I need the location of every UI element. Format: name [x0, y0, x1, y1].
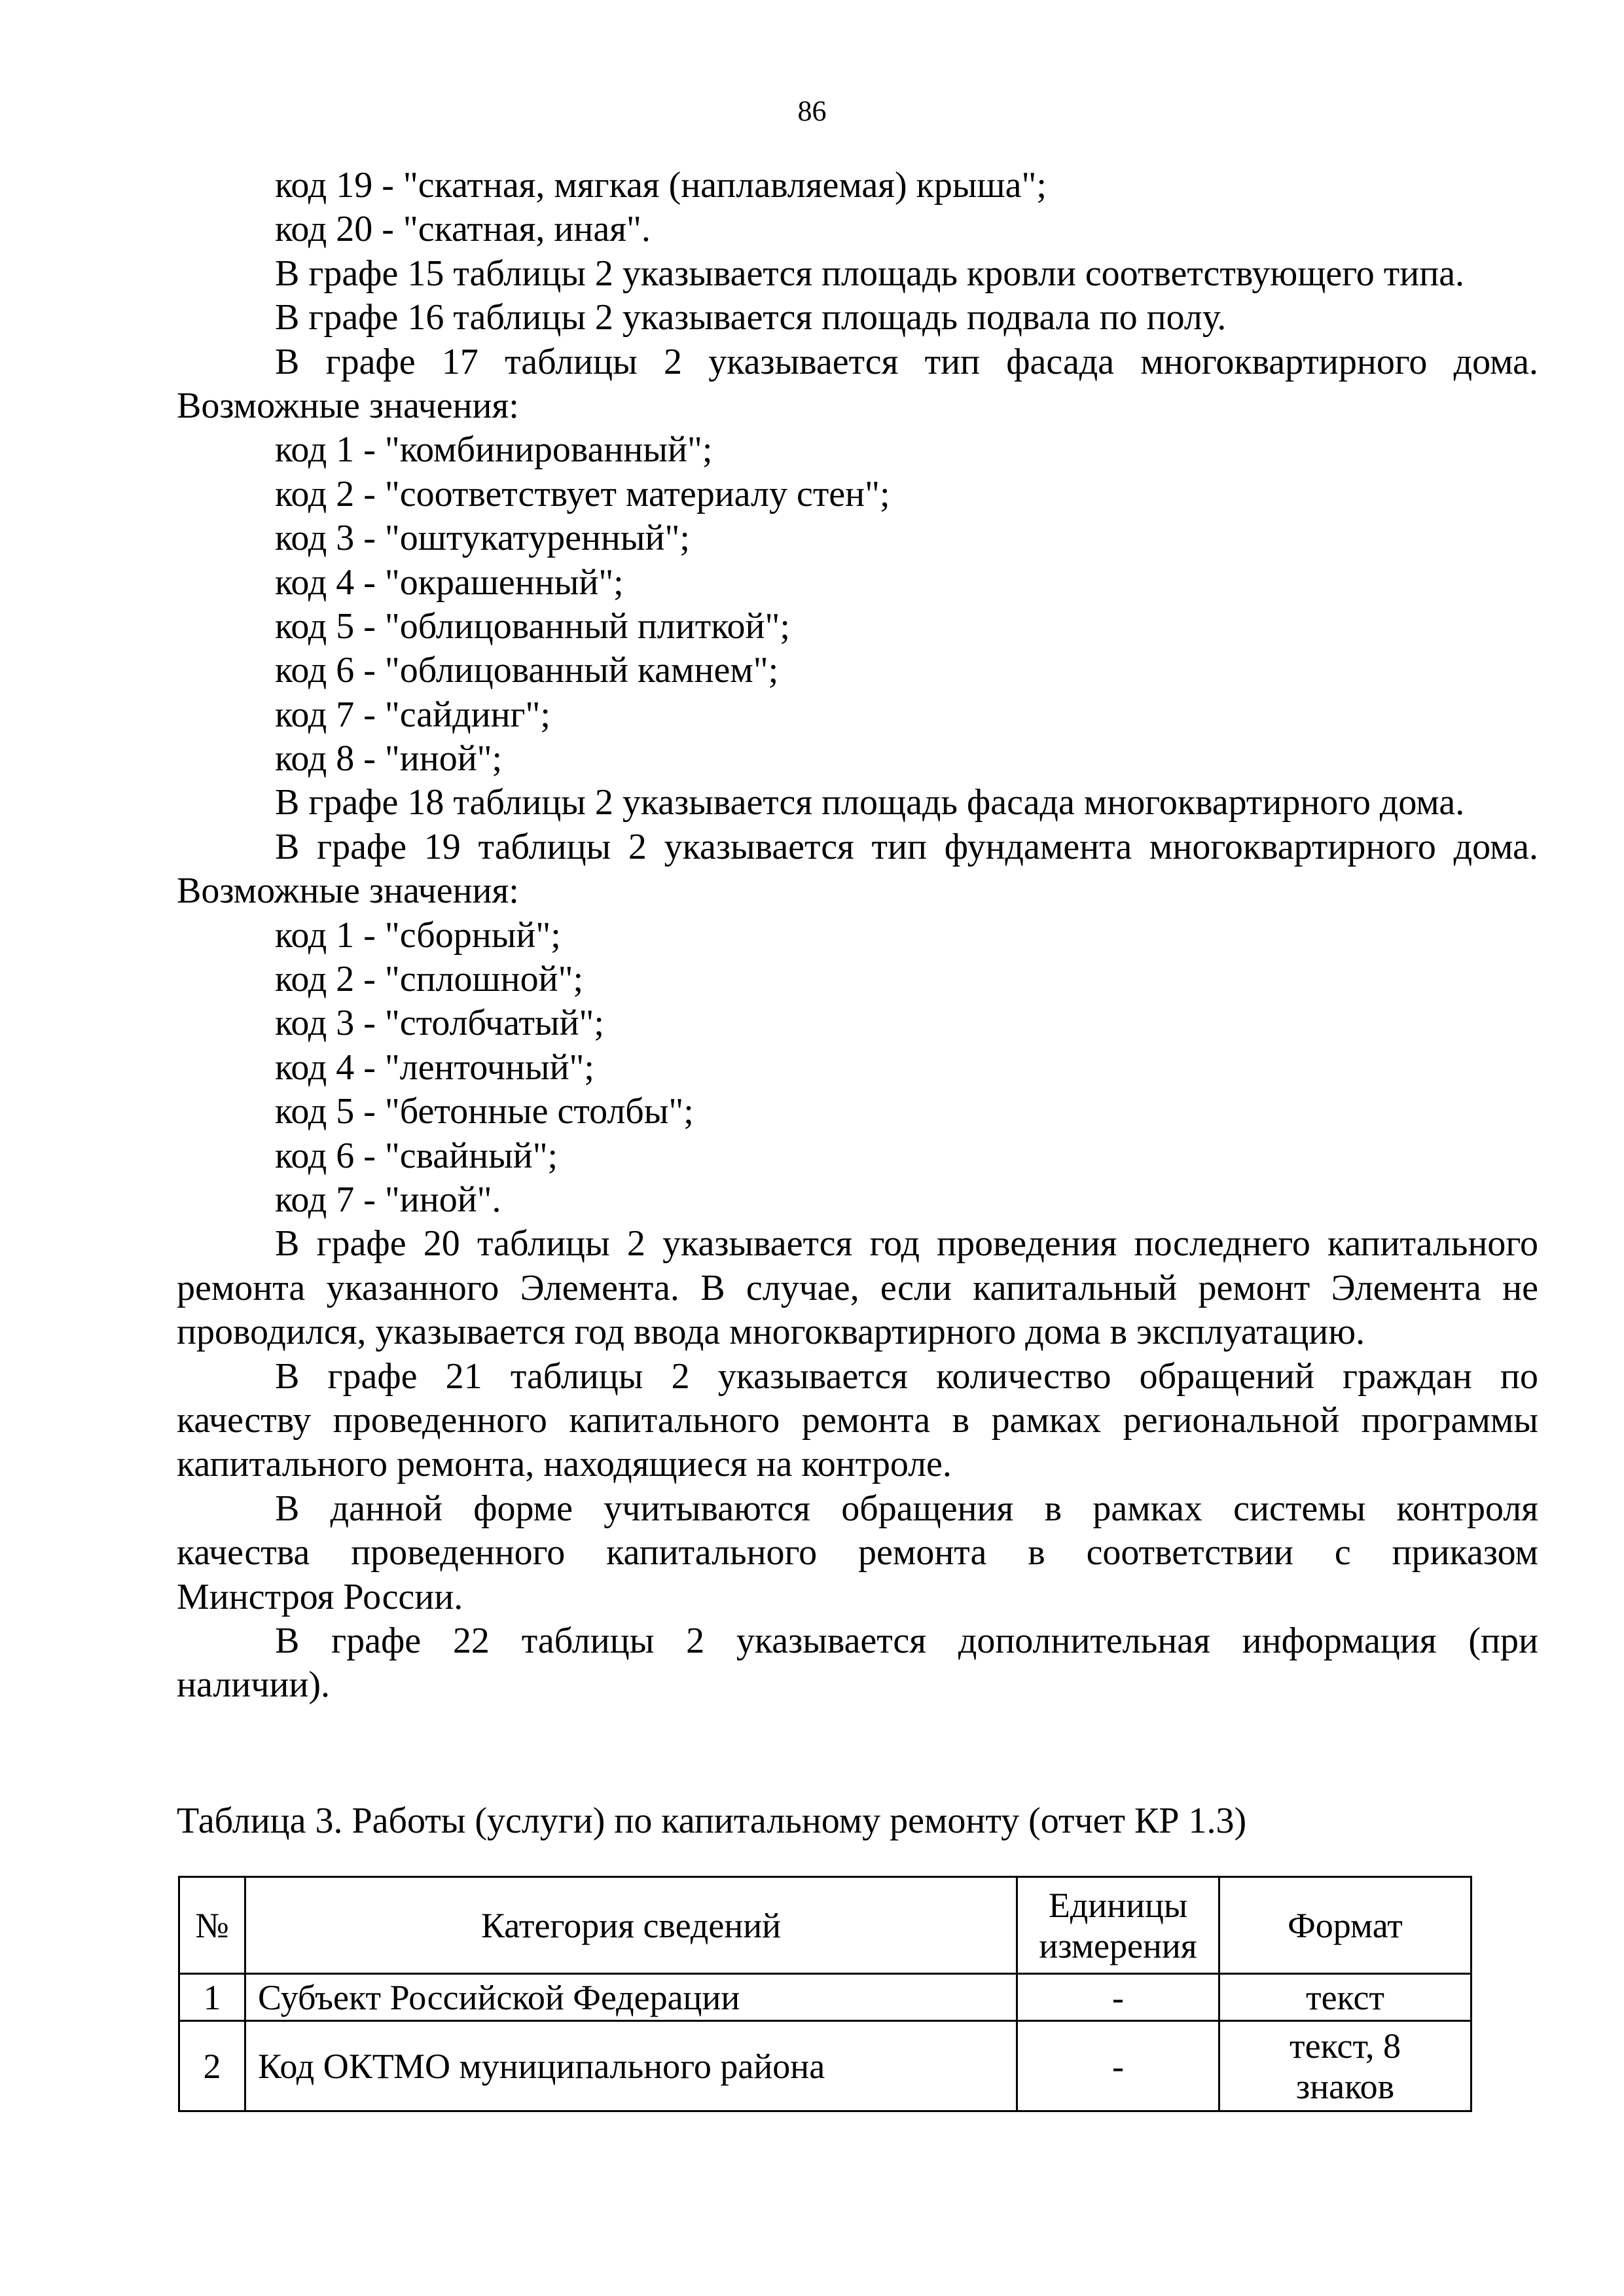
paragraph-line: В графе 22 таблицы 2 указывается дополнительная информация (при	[275, 1620, 1538, 1661]
row-format-line2: знаков	[1295, 2066, 1395, 2106]
table-header-row	[179, 1877, 1471, 1974]
paragraph-line: код 20 - "скатная, иная".	[275, 209, 651, 250]
row-format: текст	[1219, 1974, 1471, 2021]
paragraph-line: В графе 21 таблицы 2 указывается количество обращений граждан по	[275, 1355, 1538, 1397]
paragraph-line: наличии).	[177, 1664, 330, 1706]
paragraph-line: Возможные значения:	[177, 385, 519, 426]
paragraph-line: код 4 - "окрашенный";	[275, 562, 624, 603]
row-unit: -	[1017, 2021, 1219, 2111]
row-num: 2	[179, 2021, 245, 2111]
paragraph-line: В данной форме учитываются обращения в рамках системы контроля	[275, 1488, 1538, 1529]
paragraph-line: ремонта указанного Элемента. В случае, если капитальный ремонт Элемента не	[177, 1267, 1538, 1308]
header-unit-line2: измерения	[1039, 1926, 1197, 1965]
paragraph-line: Минстроя России.	[177, 1576, 463, 1617]
paragraph-line: проводился, указывается год ввода многоквартирного дома в эксплуатацию.	[177, 1312, 1365, 1353]
header-unit	[1017, 1877, 1219, 1974]
paragraph-line: качеству проведенного капитального ремонта в рамках региональной программы	[177, 1399, 1538, 1441]
paragraph-line: код 7 - "сайдинг";	[275, 694, 550, 735]
paragraph-line: код 4 - "ленточный";	[275, 1047, 594, 1088]
table-row	[179, 2021, 1471, 2111]
paragraph-line: код 19 - "скатная, мягкая (наплавляемая) крыша";	[275, 165, 1047, 206]
works-table	[178, 1876, 1472, 2112]
paragraph-line: код 3 - "оштукатуренный";	[275, 518, 690, 559]
header-category: Категория сведений	[245, 1877, 1017, 1974]
paragraph-line: код 6 - "облицованный камнем";	[275, 650, 779, 691]
paragraph-line: В графе 19 таблицы 2 указывается тип фундамента многоквартирного дома.	[275, 826, 1538, 867]
row-unit: -	[1017, 1974, 1219, 2021]
paragraph-line: В графе 18 таблицы 2 указывается площадь фасада многоквартирного дома.	[275, 782, 1465, 823]
body-text	[177, 164, 1538, 1708]
header-format: Формат	[1219, 1877, 1471, 1974]
paragraph-line: капитального ремонта, находящиеся на контроле.	[177, 1444, 952, 1485]
row-category: Код ОКТМО муниципального района	[245, 2021, 1017, 2111]
row-format	[1219, 2021, 1471, 2111]
table-caption: Таблица 3. Работы (услуги) по капитальному ремонту (отчет КР 1.3)	[177, 1801, 1247, 1841]
paragraph-line: код 2 - "соответствует материалу стен";	[275, 473, 890, 514]
paragraph-line: В графе 15 таблицы 2 указывается площадь кровли соответствующего типа.	[275, 253, 1465, 294]
paragraph-line: код 5 - "облицованный плиткой";	[275, 605, 790, 647]
paragraph-line: код 8 - "иной";	[275, 738, 503, 780]
header-unit-line1: Единицы	[1048, 1885, 1188, 1925]
paragraph-line: Возможные значения:	[177, 870, 519, 912]
paragraph-line: В графе 17 таблицы 2 указывается тип фасада многоквартирного дома.	[275, 341, 1538, 382]
paragraph-line: код 6 - "свайный";	[275, 1135, 558, 1176]
paragraph-line: код 3 - "столбчатый";	[275, 1003, 604, 1044]
paragraph-line: качества проведенного капитального ремонта в соответствии с приказом	[177, 1532, 1538, 1573]
paragraph-line: код 2 - "сплошной";	[275, 959, 583, 1000]
paragraph-line: В графе 20 таблицы 2 указывается год проведения последнего капитального	[275, 1223, 1538, 1265]
paragraph-line: В графе 16 таблицы 2 указывается площадь подвала по полу.	[275, 297, 1227, 338]
table-row	[179, 1974, 1471, 2021]
row-num: 1	[179, 1974, 245, 2021]
paragraph-line: код 1 - "сборный";	[275, 914, 561, 956]
header-num: №	[179, 1877, 245, 1974]
paragraph-line: код 7 - "иной".	[275, 1179, 501, 1220]
row-format-line1: текст, 8	[1290, 2026, 1401, 2066]
paragraph-line: код 5 - "бетонные столбы";	[275, 1091, 694, 1132]
row-category: Субъект Российской Федерации	[245, 1974, 1017, 2021]
paragraph-line: код 1 - "комбинированный";	[275, 429, 713, 471]
page-number: 86	[797, 95, 827, 127]
